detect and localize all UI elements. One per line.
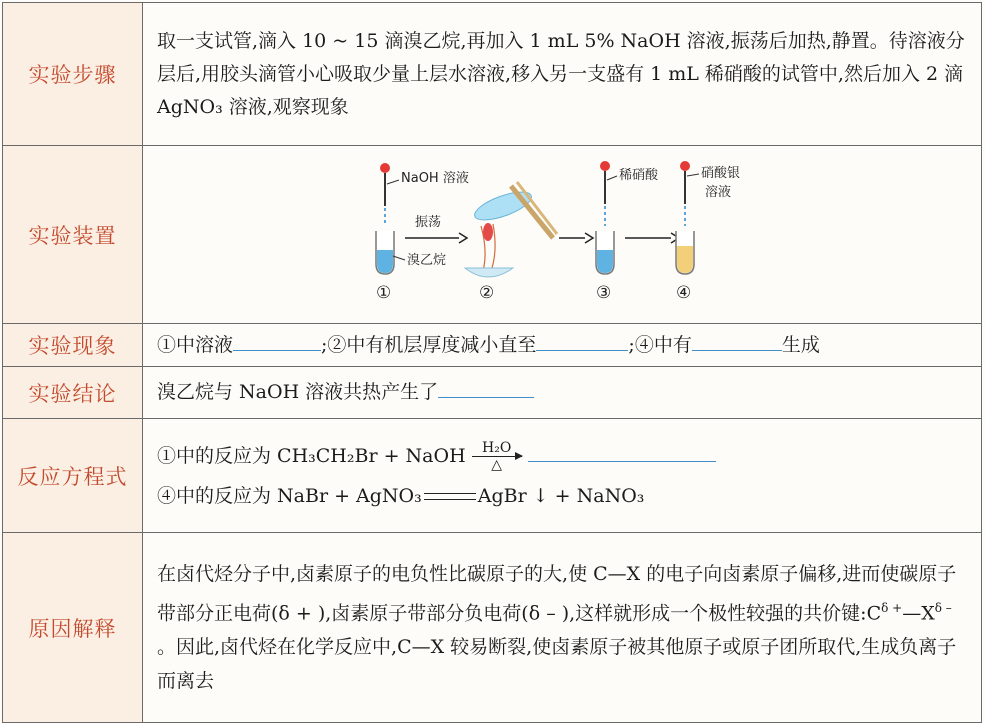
blank-5[interactable]: [528, 441, 716, 462]
blank-4[interactable]: [438, 377, 534, 398]
bromoethane-annotation: 溴乙烷: [407, 253, 447, 268]
blank-3[interactable]: [692, 330, 782, 351]
equation-2-products: AgBr ↓ + NaNO₃: [477, 484, 645, 507]
apparatus-cell: [143, 146, 982, 324]
shake-annotation: 振荡: [415, 215, 442, 230]
dropper-bulb-1: [380, 163, 390, 173]
phenomenon-part3: ;④中有: [628, 333, 692, 356]
row-conclusion: [3, 367, 982, 419]
blank-1[interactable]: [233, 330, 321, 351]
label-apparatus: 实验装置: [3, 146, 143, 324]
row-steps: [3, 3, 982, 146]
equation-line-2: ④中的反应为 NaBr + AgNO₃ AgBr ↓ + NaNO₃: [157, 484, 645, 507]
conclusion-text: 溴乙烷与 NaOH 溶液共热产生了: [157, 381, 439, 403]
phenomenon-part1: ①中溶液: [157, 333, 234, 356]
experiment-table: [2, 2, 982, 723]
label-num-3: ③: [596, 283, 612, 303]
blank-2[interactable]: [536, 330, 628, 351]
conclusion-cell: [143, 367, 982, 419]
label-equation: 反应方程式: [3, 419, 143, 533]
beaker: [465, 268, 513, 277]
label-phenomenon: 实验现象: [3, 324, 143, 367]
equation-line-1: ①中的反应为 CH₃CH₂Br + NaOH H₂O △: [157, 436, 967, 476]
label-reason: 原因解释: [3, 533, 143, 723]
label-num-4: ④: [676, 283, 692, 303]
reason-cell: 在卤代烃分子中,卤素原子的电负性比碳原子的大,使 C—X 的电子向卤素原子偏移,进而使碳原子带部分正电荷(δ + ),卤素原子带部分负电荷(δ – ),这样就形成一个极性较强的共价键$:C^{\delta +}—X^{\delta -}$ 。因此,卤代烃在化学反应中,C—X 较易断裂,使卤素原子被其他原子或原子团所取代,生成负离子而离去: [143, 533, 982, 723]
test-tube-holder: [511, 186, 553, 238]
steps-text: 取一支试管,滴入 10 ~ 15 滴溴乙烷,再加入 1 mL 5% NaOH 溶液,振荡后加热,静置。待溶液分层后,用胶头滴管小心吸取少量上层水溶液,移入另一支盛有 1 mL 稀硝酸的试管中,然后加入 2 滴 AgNO₃ 溶液,观察现象: [143, 3, 982, 146]
row-equation: [3, 419, 982, 533]
row-apparatus: [3, 146, 982, 324]
equation-cell: [143, 419, 982, 533]
apparatus-diagram: [143, 146, 981, 312]
reaction-arrow: H₂O △: [472, 440, 522, 473]
naoh-annotation: NaOH 溶液: [401, 171, 469, 186]
phenomenon-part4: 生成: [781, 333, 820, 356]
label-steps: 实验步骤: [3, 3, 143, 146]
phenomenon-part2: ;②中有机层厚度减小直至: [321, 333, 537, 356]
silver-nitrate-annotation-2: 溶液: [705, 185, 732, 200]
equals-sign: [424, 493, 476, 500]
label-num-2: ②: [479, 283, 495, 303]
label-conclusion: 实验结论: [3, 367, 143, 419]
equation-2-reactants: NaBr + AgNO₃: [277, 484, 422, 507]
row-phenomenon: [3, 324, 982, 367]
phenomenon-cell: [143, 324, 982, 367]
row-reason: [3, 533, 982, 723]
equation-1-reactants: CH₃CH₂Br + NaOH: [277, 444, 466, 467]
silver-nitrate-annotation-1: 硝酸银: [701, 166, 741, 181]
label-num-1: ①: [376, 283, 392, 303]
dilute-nitric-annotation: 稀硝酸: [619, 168, 659, 183]
